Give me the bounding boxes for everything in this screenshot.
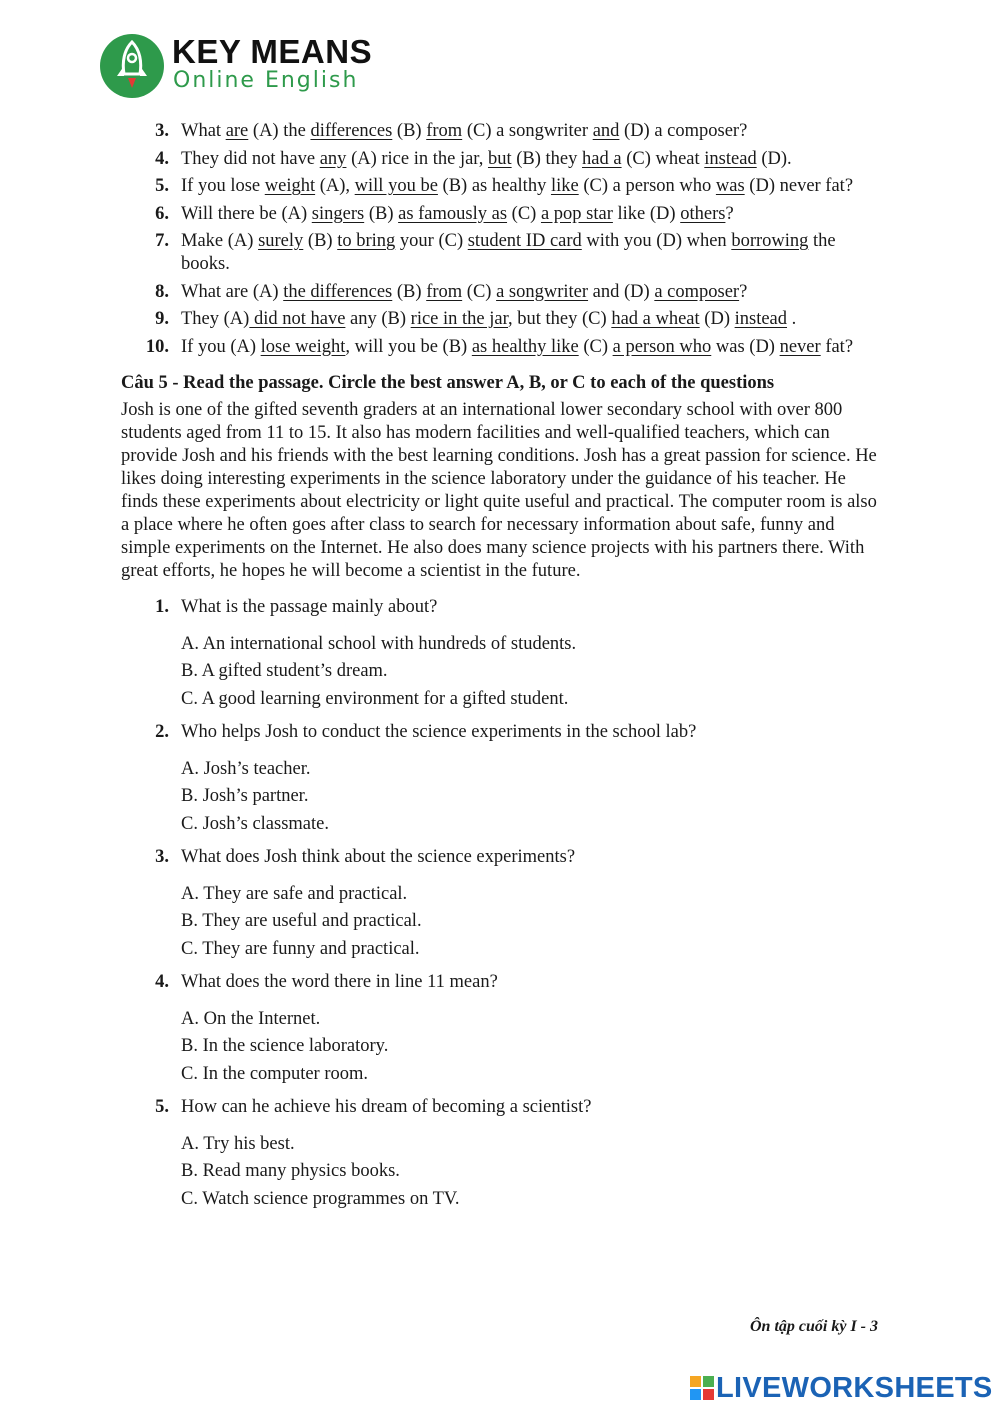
question-number: 1. bbox=[155, 596, 169, 617]
underlined-segment: had a bbox=[582, 148, 622, 169]
underlined-segment: rice in the jar bbox=[410, 309, 509, 329]
underlined-segment: had a wheat bbox=[611, 309, 700, 329]
error-item bbox=[121, 281, 881, 304]
underlined-segment: others bbox=[680, 203, 726, 224]
question-number: 3. bbox=[155, 846, 169, 867]
error-item bbox=[121, 336, 881, 359]
text-segment: (A), bbox=[315, 176, 355, 196]
text-segment: (B) bbox=[303, 231, 338, 251]
underlined-segment: any bbox=[319, 148, 347, 169]
item-number: 7. bbox=[155, 231, 169, 251]
underlined-segment: as healthy like bbox=[471, 336, 579, 357]
item-number: 4. bbox=[155, 148, 169, 169]
text-segment: was (D) bbox=[711, 336, 780, 357]
question-block bbox=[121, 596, 881, 711]
underlined-segment: did not have bbox=[249, 309, 346, 329]
error-item bbox=[121, 175, 881, 198]
underlined-segment: a composer bbox=[654, 281, 740, 302]
text-segment: your (C) bbox=[395, 231, 468, 251]
underlined-segment: weight bbox=[264, 176, 316, 196]
text-segment: If you lose bbox=[181, 176, 265, 196]
section-5-title: Câu 5 - Read the passage. Circle the best answer A, B, or C to each of the questions bbox=[121, 372, 775, 393]
reading-passage: Josh is one of the gifted seventh graders at an international lower secondary school with over 800 students aged from 11 to 15. It also has modern facilities and well-qualified teachers, which can provide Josh and his friends with the best learning conditions. Josh has a great passion for science. He likes doing interesting experiments in the science laboratory under the guidance of his teacher. He finds these experiments about electricity or light quite useful and practical. The computer room is also a place where he often goes after class to search for necessary information about safe, funny and simple experiments on the Internet. He also does many science projects with his partners there. With great efforts, he hopes he will become a scientist in the future. bbox=[121, 399, 877, 581]
answer-options bbox=[121, 758, 881, 836]
underlined-segment: from bbox=[426, 121, 463, 141]
underlined-segment: a songwriter bbox=[496, 281, 589, 302]
underlined-segment: never bbox=[779, 336, 821, 357]
question-text: Who helps Josh to conduct the science experiments in the school lab? bbox=[181, 721, 697, 742]
text-segment: , but they (C) bbox=[508, 309, 612, 329]
text-segment: (D) a composer? bbox=[619, 121, 748, 141]
text-segment: (C) wheat bbox=[621, 148, 705, 169]
text-segment: , will you be (B) bbox=[345, 336, 472, 357]
answer-option[interactable]: B. Josh’s partner. bbox=[181, 786, 309, 806]
text-segment: (C) a person who bbox=[578, 176, 716, 196]
answer-option[interactable]: A. Josh’s teacher. bbox=[181, 758, 311, 779]
text-segment: (B) as healthy bbox=[437, 176, 551, 196]
item-number: 9. bbox=[155, 309, 169, 329]
text-segment: (C) bbox=[462, 281, 497, 302]
text-segment: (C) bbox=[578, 336, 613, 357]
text-segment: (B) bbox=[392, 281, 427, 302]
text-segment: (A) the bbox=[248, 121, 311, 141]
text-segment: (B) bbox=[392, 121, 427, 141]
text-segment: like (D) bbox=[612, 203, 681, 224]
underlined-segment: are bbox=[225, 121, 249, 141]
text-segment: (C) a songwriter bbox=[462, 121, 593, 141]
underlined-segment: instead bbox=[704, 148, 757, 169]
answer-option[interactable]: B. Read many physics books. bbox=[181, 1161, 400, 1181]
answer-option[interactable]: A. On the Internet. bbox=[181, 1008, 321, 1029]
text-segment: If you (A) bbox=[181, 336, 261, 357]
question bbox=[121, 846, 881, 869]
error-item bbox=[121, 203, 881, 226]
question bbox=[121, 971, 881, 994]
error-item bbox=[121, 120, 881, 143]
underlined-segment: singers bbox=[311, 203, 365, 224]
liveworksheets-logo bbox=[690, 1372, 993, 1404]
underlined-segment: but bbox=[487, 148, 512, 169]
question-text: How can he achieve his dream of becoming a scientist? bbox=[181, 1096, 592, 1117]
text-segment: They (A) bbox=[181, 309, 250, 329]
error-item bbox=[121, 230, 881, 276]
underlined-segment: differences bbox=[310, 121, 393, 141]
underlined-segment: a person who bbox=[612, 336, 712, 357]
text-segment: (D) bbox=[699, 309, 735, 329]
underlined-segment: lose weight bbox=[260, 336, 346, 357]
answer-option[interactable]: A. They are safe and practical. bbox=[181, 883, 408, 904]
text-segment: ? bbox=[725, 203, 734, 224]
text-segment: and (D) bbox=[588, 281, 655, 302]
question-number: 5. bbox=[155, 1096, 169, 1117]
answer-option[interactable]: C. In the computer room. bbox=[181, 1063, 369, 1084]
text-segment: fat? bbox=[820, 336, 854, 357]
page-label: Ôn tập cuối kỳ I - 3 bbox=[750, 1318, 878, 1335]
underlined-segment: the differences bbox=[283, 281, 393, 302]
underlined-segment: will you be bbox=[354, 176, 438, 196]
question-text: What does Josh think about the science experiments? bbox=[181, 846, 576, 867]
question-block bbox=[121, 846, 881, 961]
rocket-icon bbox=[100, 34, 164, 98]
answer-option[interactable]: C. They are funny and practical. bbox=[181, 938, 420, 959]
answer-options bbox=[121, 633, 881, 711]
underlined-segment: to bring bbox=[337, 231, 396, 251]
answer-option[interactable]: B. A gifted student’s dream. bbox=[181, 661, 388, 681]
key-means-logo bbox=[100, 32, 400, 96]
text-segment: with you (D) when bbox=[581, 231, 732, 251]
text-segment: (C) bbox=[507, 203, 541, 224]
underlined-segment: a pop star bbox=[540, 203, 613, 224]
answer-option[interactable]: C. Josh’s classmate. bbox=[181, 813, 329, 834]
item-number: 8. bbox=[155, 281, 169, 302]
item-number: 5. bbox=[155, 176, 169, 196]
question-text: What is the passage mainly about? bbox=[181, 596, 438, 617]
error-identification-list bbox=[121, 120, 881, 359]
text-segment: They did not have bbox=[181, 148, 320, 169]
question-block bbox=[121, 971, 881, 1086]
logo-title: KEY MEANS bbox=[172, 33, 373, 70]
logo-subtitle: Online English bbox=[173, 68, 359, 93]
underlined-segment: was bbox=[715, 176, 745, 196]
answer-option[interactable]: B. They are useful and practical. bbox=[181, 911, 422, 931]
text-segment: Will there be (A) bbox=[181, 203, 312, 224]
text-segment: the books. bbox=[181, 231, 836, 274]
answer-option[interactable]: C. A good learning environment for a gifted student. bbox=[181, 688, 569, 709]
underlined-segment: borrowing bbox=[731, 231, 809, 251]
answer-option[interactable]: A. Try his best. bbox=[181, 1133, 295, 1154]
question bbox=[121, 1096, 881, 1119]
text-segment: ? bbox=[739, 281, 748, 302]
liveworksheets-icon bbox=[690, 1376, 714, 1400]
underlined-segment: as famously as bbox=[398, 203, 508, 224]
item-number: 3. bbox=[155, 121, 169, 141]
text-segment: (B) bbox=[364, 203, 399, 224]
underlined-segment: from bbox=[426, 281, 463, 302]
multiple-choice-questions bbox=[121, 596, 881, 1211]
answer-option[interactable]: C. Watch science programmes on TV. bbox=[181, 1188, 460, 1209]
underlined-segment: surely bbox=[258, 231, 304, 251]
question-block bbox=[121, 721, 881, 836]
text-segment: . bbox=[787, 309, 797, 329]
answer-option[interactable]: B. In the science laboratory. bbox=[181, 1036, 389, 1056]
underlined-segment: student ID card bbox=[467, 231, 582, 251]
answer-option[interactable]: A. An international school with hundreds of students. bbox=[181, 633, 577, 654]
item-number: 10. bbox=[145, 336, 169, 357]
answer-options bbox=[121, 1008, 881, 1086]
liveworksheets-brand: LIVEWORKSHEETS bbox=[716, 1372, 993, 1404]
error-item bbox=[121, 148, 881, 171]
question-number: 4. bbox=[155, 971, 169, 992]
question-text: What does the word there in line 11 mean? bbox=[181, 971, 498, 992]
answer-options bbox=[121, 1133, 881, 1211]
worksheet-content bbox=[121, 120, 881, 1221]
text-segment: Make (A) bbox=[181, 231, 259, 251]
text-segment: any (B) bbox=[345, 309, 411, 329]
answer-options bbox=[121, 883, 881, 961]
question bbox=[121, 721, 881, 744]
question bbox=[121, 596, 881, 619]
underlined-segment: instead bbox=[734, 309, 788, 329]
text-segment: What are (A) bbox=[181, 281, 284, 302]
item-number: 6. bbox=[155, 203, 169, 224]
error-item bbox=[121, 308, 881, 331]
text-segment: (A) rice in the jar, bbox=[346, 148, 488, 169]
underlined-segment: like bbox=[550, 176, 579, 196]
underlined-segment: and bbox=[592, 121, 620, 141]
text-segment: (D) never fat? bbox=[744, 176, 854, 196]
text-segment: (B) they bbox=[511, 148, 583, 169]
text-segment: (D). bbox=[756, 148, 792, 169]
text-segment: What bbox=[181, 121, 226, 141]
question-block bbox=[121, 1096, 881, 1211]
question-number: 2. bbox=[155, 721, 169, 742]
